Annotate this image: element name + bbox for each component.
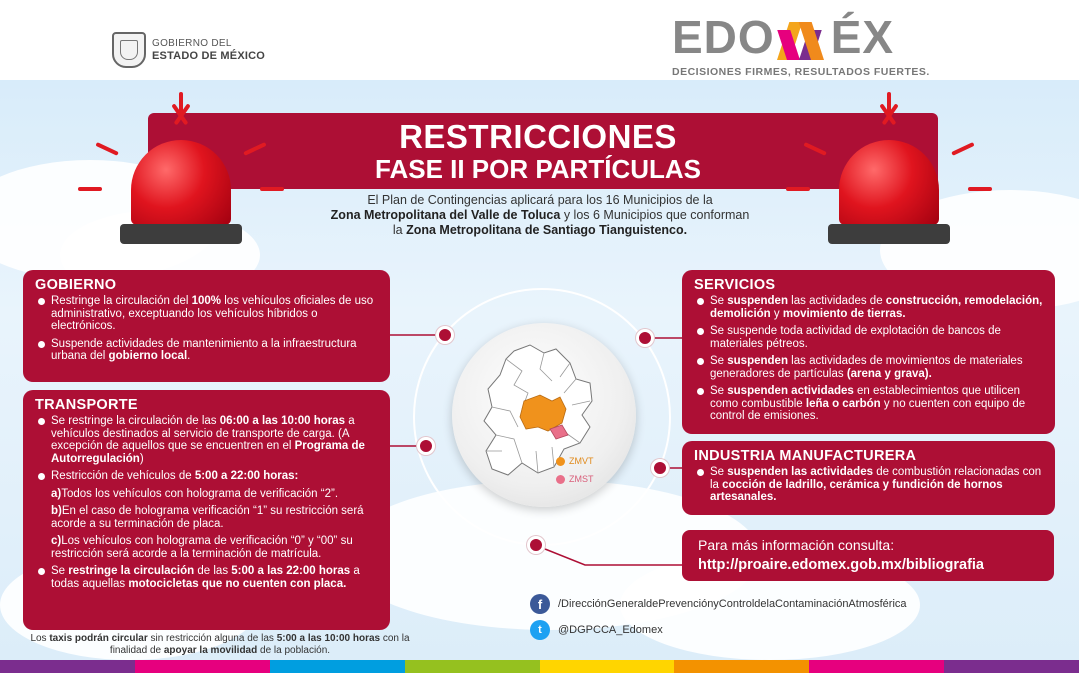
transporte-item-3 bbox=[35, 565, 378, 590]
brand-ex: ÉX bbox=[830, 11, 895, 63]
bullet-icon bbox=[697, 328, 704, 335]
legend-zmvt-swatch bbox=[556, 457, 565, 466]
servicios-item-2 bbox=[694, 325, 1043, 350]
brand-tagline: DECISIONES FIRMES, RESULTADOS FUERTES. bbox=[672, 66, 930, 78]
legend-zmst bbox=[556, 474, 594, 484]
transporte-item3-a: Se bbox=[51, 565, 69, 577]
sub-b-label: b) bbox=[51, 505, 62, 517]
legend-zmst-swatch bbox=[556, 475, 565, 484]
transporte-item1-rest: a vehículos destinados al servicio de transporte de carga. (A excepción de aquellos que se encuentren en el bbox=[51, 415, 355, 452]
sub-b-text: En el caso de holograma verificación “1” su restricción será acorde a su terminación de placa. bbox=[51, 505, 364, 530]
gobierno-item1-rest: los vehículos oficiales de uso administrativo, exceptuando los vehículos híbridos o electrónicos. bbox=[51, 295, 374, 332]
intro-line1: El Plan de Contingencias aplicará para los 16 Municipios de la bbox=[367, 193, 713, 207]
bullet-icon bbox=[697, 358, 704, 365]
transporte-item1-program: Programa de Autorregulación bbox=[51, 440, 365, 465]
servicios-item4-d: leña o carbón bbox=[805, 397, 881, 410]
transporte-item1-end: ) bbox=[139, 452, 144, 465]
transporte-item1-hours: 06:00 a las 10:00 horas bbox=[219, 415, 346, 427]
transporte-item3-b: restringe la circulación bbox=[68, 565, 195, 577]
servicios-item3-a: Se bbox=[710, 355, 728, 367]
gobierno-heading: GOBIERNO bbox=[35, 277, 117, 293]
connector-node-gobierno bbox=[436, 326, 454, 344]
more-info-label: Para más información consulta: bbox=[698, 537, 895, 553]
bullet-icon bbox=[38, 568, 45, 575]
sub-a-label: a) bbox=[51, 487, 62, 500]
legend-zmvt bbox=[556, 456, 594, 466]
twitter-row[interactable] bbox=[530, 620, 663, 640]
servicios-item4-e: y no cuenten con equipo de control de emisiones. bbox=[710, 397, 1026, 422]
transporte-sub-c bbox=[35, 535, 378, 560]
sub-c-text: Los vehículos con holograma de verificación “0” y “00” su restricción será acorde a la terminación de matrícula. bbox=[51, 535, 353, 560]
transporte-item3-d: 5:00 a las 22:00 horas bbox=[231, 565, 351, 577]
intro-line3-pre: la bbox=[392, 223, 407, 237]
transporte-item2-hours: 5:00 a 22:00 horas: bbox=[194, 470, 299, 482]
industria-item1-b: suspenden las actividades bbox=[727, 466, 873, 478]
transporte-item-1 bbox=[35, 415, 378, 465]
footnote-b: taxis podrán circular bbox=[49, 633, 148, 644]
servicios-item1-a: Se bbox=[710, 295, 728, 307]
gobierno-item-1 bbox=[35, 295, 378, 333]
sub-c-label: c) bbox=[51, 535, 62, 547]
title-line2: FASE II POR PARTÍCULAS bbox=[375, 154, 701, 184]
map-disc bbox=[452, 323, 636, 507]
servicios-item1-c: las actividades de bbox=[787, 295, 886, 307]
facebook-handle[interactable]: /DirecciónGeneraldePrevenciónyControldelaContaminaciónAtmosférica bbox=[558, 598, 907, 610]
servicios-item1-e: y bbox=[770, 307, 783, 320]
servicios-item4-a: Se bbox=[710, 385, 728, 397]
state-map bbox=[452, 323, 636, 507]
connector-line-info bbox=[535, 545, 682, 565]
gobierno-panel bbox=[23, 270, 390, 382]
gov-line2: ESTADO DE MÉXICO bbox=[152, 50, 266, 62]
transporte-item2-text: Restricción de vehículos de bbox=[51, 470, 195, 482]
servicios-heading: SERVICIOS bbox=[694, 277, 776, 293]
facebook-row[interactable] bbox=[530, 594, 907, 614]
industria-item1-a: Se bbox=[710, 466, 728, 478]
industria-panel bbox=[682, 441, 1055, 515]
bullet-icon bbox=[697, 388, 704, 395]
sub-a-text: Todos los vehículos con holograma de verificación “2”. bbox=[61, 487, 339, 500]
transporte-item3-f: motocicletas que no cuenten con placa. bbox=[128, 577, 347, 590]
legend-zmst-label: ZMST bbox=[569, 474, 594, 484]
bullet-icon bbox=[38, 418, 45, 425]
servicios-item3-c: las actividades de movimientos de materiales generadores de partículas bbox=[710, 355, 1023, 380]
bullet-icon bbox=[38, 298, 45, 305]
gobierno-item1-percent: 100% bbox=[191, 295, 222, 307]
bullet-icon bbox=[697, 298, 704, 305]
transporte-panel bbox=[23, 390, 390, 630]
servicios-panel bbox=[682, 270, 1055, 434]
transporte-item3-c: de las bbox=[194, 565, 232, 577]
footnote-e: con la finalidad de bbox=[109, 633, 410, 656]
facebook-icon: f bbox=[530, 594, 550, 614]
brand-edo: EDO bbox=[672, 11, 775, 63]
servicios-item1-b: suspenden bbox=[727, 295, 788, 307]
industria-item-1 bbox=[694, 466, 1043, 504]
transporte-sub-a bbox=[35, 488, 378, 501]
gobierno-item2-text: Suspende actividades de mantenimiento a la infraestructura urbana del bbox=[51, 337, 357, 362]
gobierno-item2-bold: gobierno local bbox=[108, 350, 188, 362]
intro-zmst: Zona Metropolitana de Santiago Tianguistenco. bbox=[406, 223, 688, 237]
more-info-link[interactable]: http://proaire.edomex.gob.mx/bibliografia bbox=[698, 557, 984, 573]
transporte-sub-b bbox=[35, 505, 378, 530]
footnote-g: de la población. bbox=[257, 644, 331, 656]
intro-zmvt: Zona Metropolitana del Valle de Toluca bbox=[330, 208, 561, 222]
servicios-item3-b: suspenden bbox=[727, 355, 788, 367]
servicios-item4-c: en establecimientos que utilicen como combustible bbox=[710, 385, 1021, 410]
footnote-d: 5:00 a las 10:00 horas bbox=[276, 633, 381, 644]
industria-heading: INDUSTRIA MANUFACTURERA bbox=[694, 448, 917, 464]
industria-item1-c: de combustión relacionadas con la bbox=[710, 466, 1042, 491]
twitter-icon: t bbox=[530, 620, 550, 640]
gobierno-item-2 bbox=[35, 338, 378, 363]
gov-line1: GOBIERNO DEL bbox=[152, 38, 232, 49]
gobierno-item2-end: . bbox=[187, 350, 191, 362]
transporte-item1-text: Se restringe la circulación de las bbox=[51, 415, 220, 427]
servicios-item-1 bbox=[694, 295, 1043, 320]
legend-zmvt-label: ZMVT bbox=[569, 456, 594, 466]
footnote-a: Los bbox=[30, 633, 50, 644]
taxi-footnote bbox=[30, 633, 410, 656]
connector-node-transporte bbox=[417, 437, 435, 455]
bullet-icon bbox=[697, 469, 704, 476]
connector-node-industria bbox=[651, 459, 669, 477]
servicios-item-3 bbox=[694, 355, 1043, 380]
industria-item1-d: cocción de ladrillo, cerámica y fundición de hornos artesanales. bbox=[710, 478, 1003, 503]
more-info-box bbox=[682, 530, 1054, 581]
transporte-heading: TRANSPORTE bbox=[35, 397, 138, 413]
transporte-item-2 bbox=[35, 470, 378, 483]
servicios-item1-f: movimiento de tierras. bbox=[782, 307, 906, 320]
servicios-item4-b: suspenden actividades bbox=[727, 385, 854, 397]
footnote-c: sin restricción alguna de las bbox=[147, 633, 277, 644]
gobierno-item1-text: Restringe la circulación del bbox=[51, 295, 192, 307]
intro-line2-rest: y los 6 Municipios que conforman bbox=[560, 208, 750, 222]
title-line1: RESTRICCIONES bbox=[399, 118, 677, 155]
servicios-item-4 bbox=[694, 385, 1043, 423]
servicios-item2-text: Se suspende toda actividad de explotación de bancos de materiales pétreos. bbox=[710, 325, 1001, 350]
servicios-item1-d: construcción, remodelación, demolición bbox=[710, 295, 1043, 320]
footnote-f: apoyar la movilidad bbox=[163, 644, 258, 656]
transporte-item3-e: a todas aquellas bbox=[51, 565, 360, 590]
color-stripe bbox=[0, 660, 1079, 673]
bullet-icon bbox=[38, 473, 45, 480]
connector-node-servicios bbox=[636, 329, 654, 347]
connector-node-info bbox=[527, 536, 545, 554]
servicios-item3-d: (arena y grava). bbox=[846, 367, 932, 380]
twitter-handle[interactable]: @DGPCCA_Edomex bbox=[558, 624, 663, 636]
bullet-icon bbox=[38, 341, 45, 348]
